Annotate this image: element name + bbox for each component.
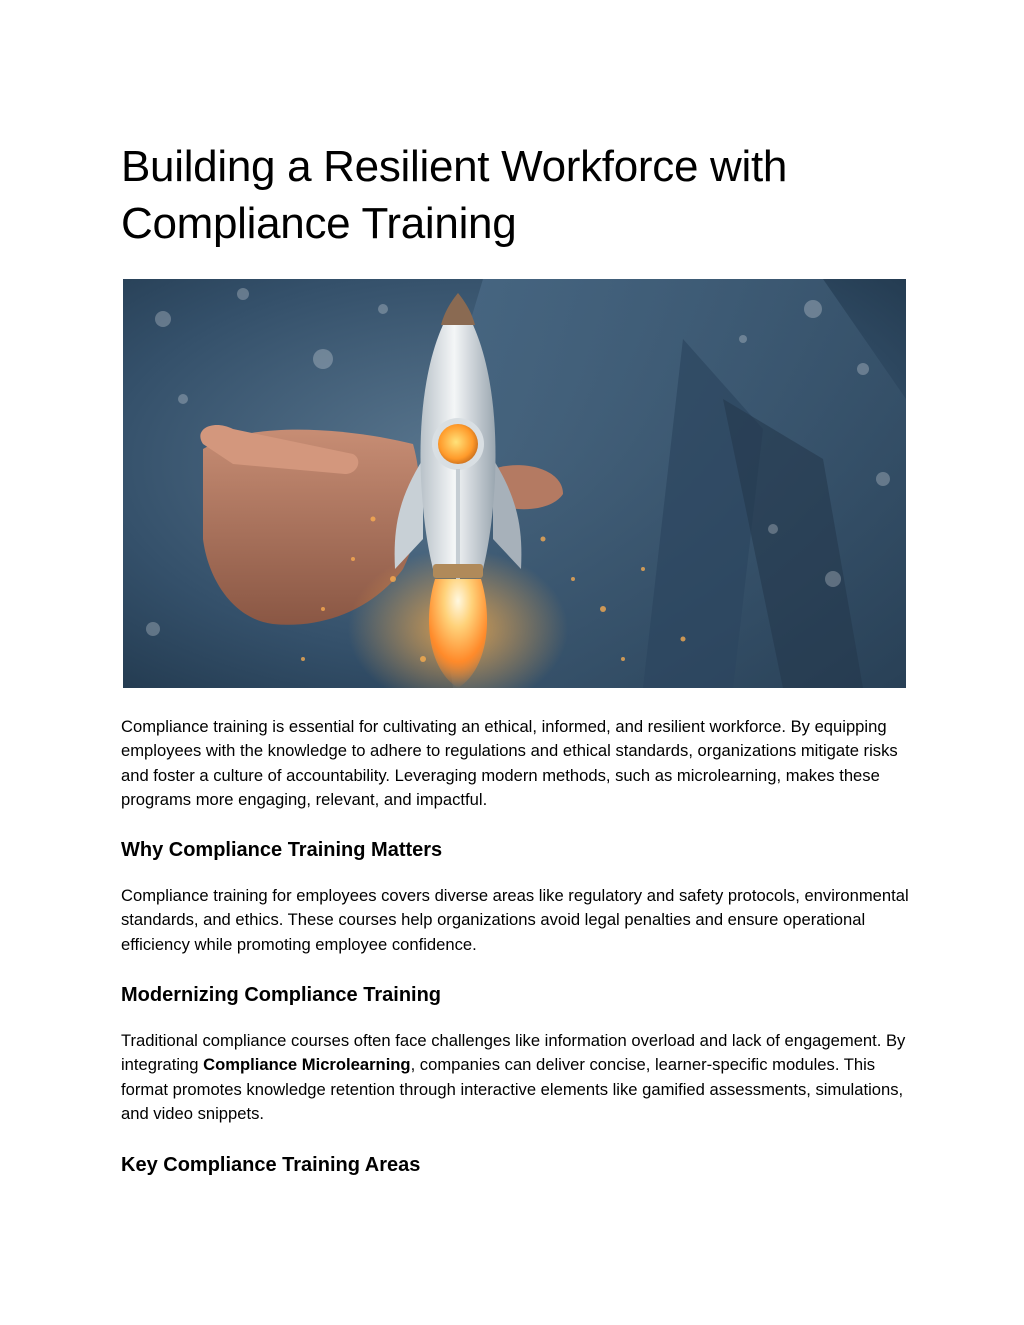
body-text-before: Traditional compliance courses often face challenges like information overload and lack of engagement. By integrating — [121, 1031, 906, 1075]
section-heading-modernizing: Modernizing Compliance Training — [121, 984, 442, 1006]
section-body-why-matters: Compliance training for employees covers diverse areas like regulatory and safety protocols, environmental standards, and ethics. These courses help organizations avoid legal penalties and ensure operational efficiency while promoting employee confidence. — [121, 886, 909, 954]
section-heading-key-areas: Key Compliance Training Areas — [121, 1154, 421, 1176]
section-heading-why-matters: Why Compliance Training Matters — [121, 839, 443, 861]
compliance-microlearning-bold: Compliance Microlearning — [203, 1055, 411, 1075]
section-body-modernizing — [121, 1029, 911, 1127]
body-text-after: , companies can deliver concise, learner-specific modules. This format promotes knowledge retention through interactive elements like gamified assessments, simulations, and video snippets. — [121, 1055, 904, 1124]
rocket-launch-photo-icon — [123, 279, 906, 688]
hero-image — [123, 279, 906, 688]
intro-paragraph: Compliance training is essential for cultivating an ethical, informed, and resilient workforce. By equipping employees with the knowledge to adhere to regulations and ethical standards, organizations mitigate risks and foster a culture of accountability. Leveraging modern methods, such as microlearning, makes these programs more engaging, relevant, and impactful. — [121, 717, 898, 810]
page-title: Building a Resilient Workforce with Compliance Training — [121, 142, 788, 248]
